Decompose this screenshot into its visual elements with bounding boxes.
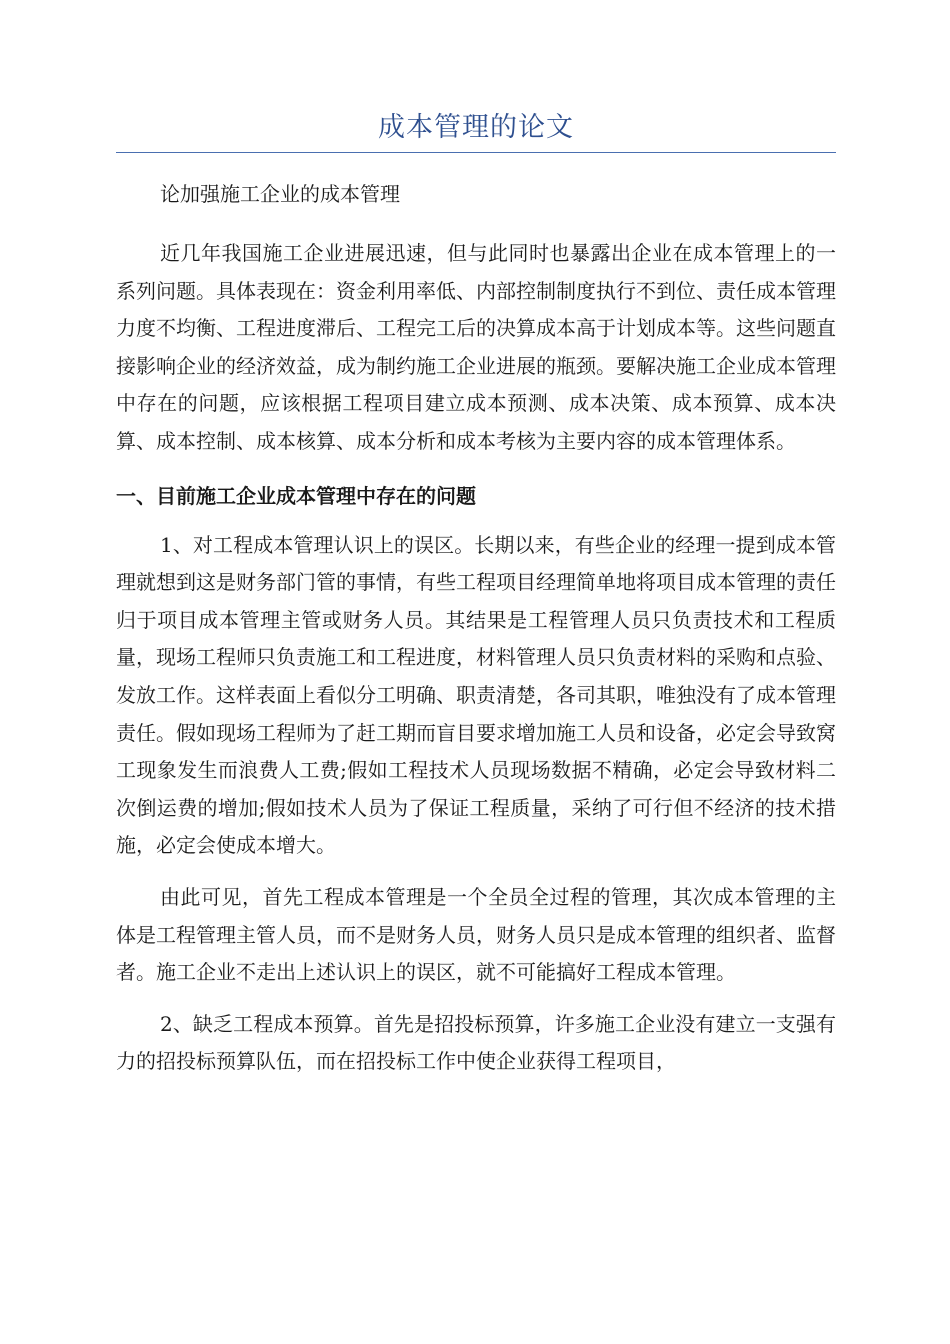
section-heading: 一、目前施工企业成本管理中存在的问题 xyxy=(116,483,476,508)
title-underline xyxy=(116,152,836,153)
body-paragraph: 1、对工程成本管理认识上的误区。长期以来，有些企业的经理一提到成本管理就想到这是财务部门管的事情，有些工程项目经理简单地将项目成本管理的责任归于项目成本管理主管或财务人员。其结果是工程管理人员只负责技术和工程质量，现场工程师只负责施工和工程进度，材料管理人员只负责材料的采购和点验、发放工作。这样表面上看似分工明确、职责清楚，各司其职，唯独没有了成本管理责任。假如现场工程师为了赶工期而盲目要求增加施工人员和设备，必定会导致窝工现象发生而浪费人工费;假如工程技术人员现场数据不精确，必定会导致材料二次倒运费的增加;假如技术人员为了保证工程质量，采纳了可行但不经济的技术措施，必定会使成本增大。 xyxy=(116,532,836,858)
body-paragraph: 由此可见，首先工程成本管理是一个全员全过程的管理，其次成本管理的主体是工程管理主管人员，而不是财务人员，财务人员只是成本管理的组织者、监督者。施工企业不走出上述认识上的误区，就不可能搞好工程成本管理。 xyxy=(116,884,836,985)
document-subtitle: 论加强施工企业的成本管理 xyxy=(160,182,400,206)
document-title: 成本管理的论文 xyxy=(378,112,574,143)
document-page xyxy=(116,108,836,1081)
intro-paragraph: 近几年我国施工企业进展迅速，但与此同时也暴露出企业在成本管理上的一系列问题。具体表现在：资金利用率低、内部控制制度执行不到位、责任成本管理力度不均衡、工程进度滞后、工程完工后的决算成本高于计划成本等。这些问题直接影响企业的经济效益，成为制约施工企业进展的瓶颈。要解决施工企业成本管理中存在的问题，应该根据工程项目建立成本预测、成本决策、成本预算、成本决算、成本控制、成本核算、成本分析和成本考核为主要内容的成本管理体系。 xyxy=(116,241,836,453)
body-paragraph: 2、缺乏工程成本预算。首先是招投标预算，许多施工企业没有建立一支强有力的招投标预算队伍，而在招投标工作中使企业获得工程项目， xyxy=(116,1011,836,1074)
